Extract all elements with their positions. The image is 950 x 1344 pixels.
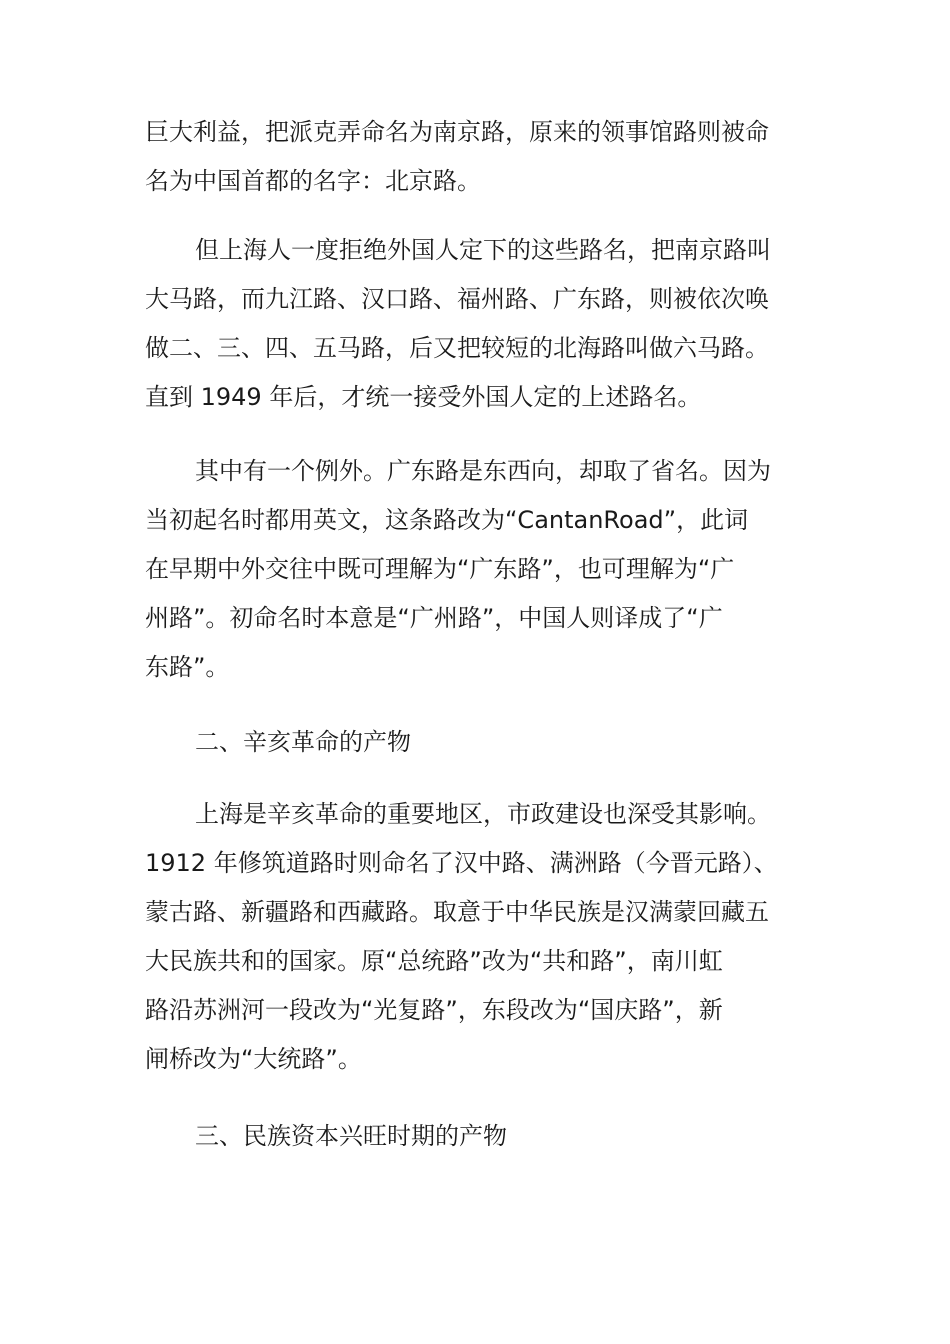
paragraph-exception xyxy=(145,447,815,692)
text-line: 上海是辛亥革命的重要地区，市政建设也深受其影响。 xyxy=(195,800,771,828)
text-line: 直到 1949 年后，才统一接受外国人定的上述路名。 xyxy=(145,383,702,411)
text-line: 做二、三、四、五马路，后又把较短的北海路叫做六马路。 xyxy=(145,334,769,362)
text-line: 其中有一个例外。广东路是东西向，却取了省名。因为 xyxy=(195,457,771,485)
section-heading: 二、辛亥革命的产物 xyxy=(195,728,411,756)
text-line: 东路”。 xyxy=(145,653,230,681)
text-line: 大民族共和的国家。原“总统路”改为“共和路”，南川虹 xyxy=(145,947,723,975)
text-line: 名为中国首都的名字：北京路。 xyxy=(145,167,481,195)
paragraph-lease-names xyxy=(145,108,815,206)
section-heading: 三、民族资本兴旺时期的产物 xyxy=(195,1122,507,1150)
text-line: 路沿苏洲河一段改为“光复路”，东段改为“国庆路”，新 xyxy=(145,996,723,1024)
text-line: 在早期中外交往中既可理解为“广东路”，也可理解为“广 xyxy=(145,555,735,583)
text-line: 1912 年修筑道路时则命名了汉中路、满洲路（今晋元路）、 xyxy=(145,849,778,877)
text-line: 大马路，而九江路、汉口路、福州路、广东路，则被依次唤 xyxy=(145,285,769,313)
text-line: 州路”。初命名时本意是“广州路”，中国人则译成了“广 xyxy=(145,604,723,632)
text-line: 闸桥改为“大统路”。 xyxy=(145,1045,362,1073)
paragraph-revolution xyxy=(145,790,815,1084)
text-line: 蒙古路、新疆路和西藏路。取意于中华民族是汉满蒙回藏五 xyxy=(145,898,769,926)
text-line: 但上海人一度拒绝外国人定下的这些路名，把南京路叫 xyxy=(195,236,771,264)
paragraph-local-names xyxy=(145,226,815,422)
text-line: 巨大利益，把派克弄命名为南京路，原来的领事馆路则被命 xyxy=(145,118,769,146)
section-heading-2 xyxy=(145,718,815,767)
section-heading-3 xyxy=(145,1112,815,1161)
text-line: 当初起名时都用英文，这条路改为“CantanRoad”，此词 xyxy=(145,506,749,534)
